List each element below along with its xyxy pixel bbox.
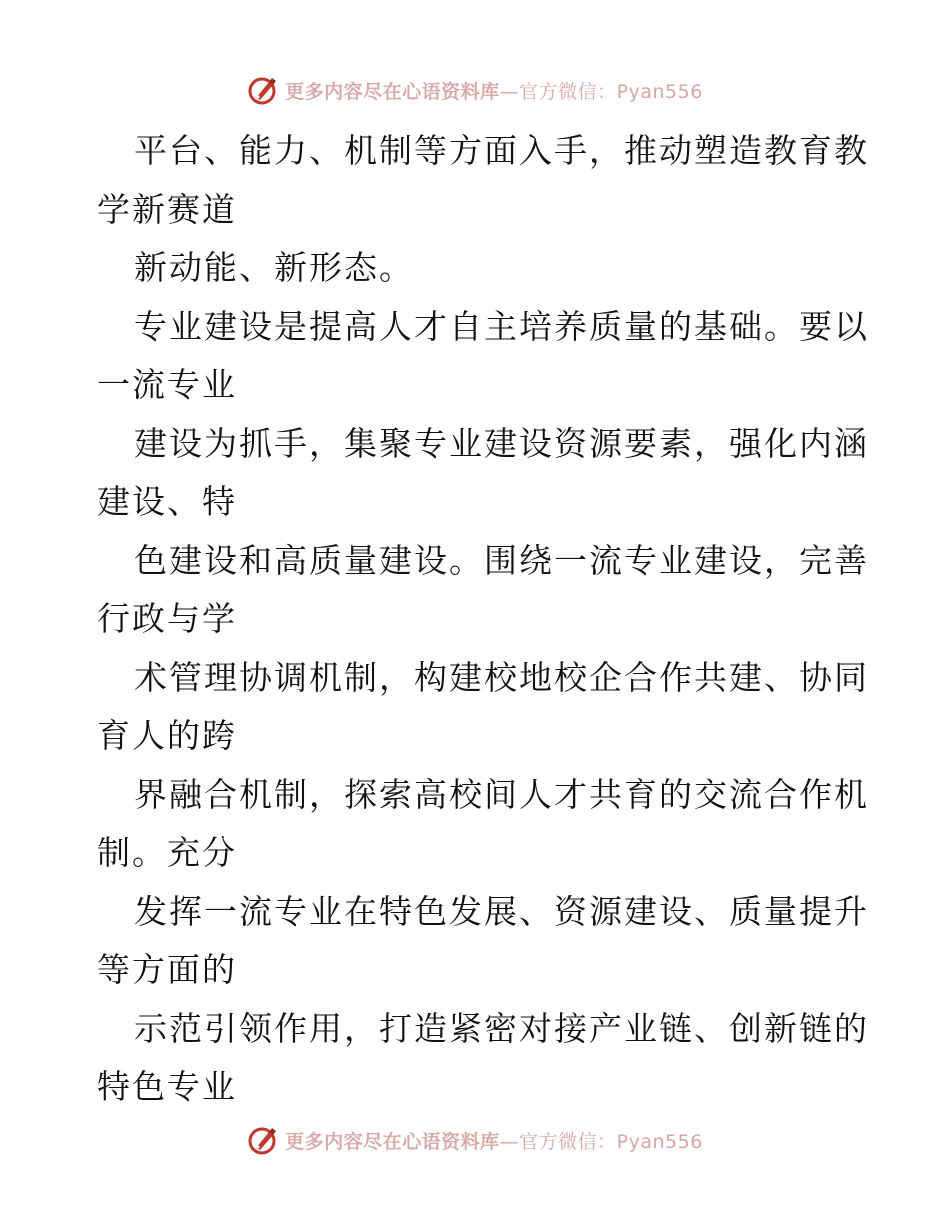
body-line: 一流专业 [97, 365, 237, 404]
body-line: 等方面的 [97, 950, 237, 989]
body-line: 制。充分 [97, 833, 237, 872]
body-line: 学新赛道 [97, 189, 237, 229]
body-line: 新动能、新形态。 [134, 248, 414, 287]
body-line: 行政与学 [97, 599, 237, 638]
footer-banner-main: 更多内容尽在心语资料库 [285, 1130, 500, 1153]
body-line: 术管理协调机制，构建校地校企合作共建、协同 [134, 657, 869, 697]
body-line: 色建设和高质量建设。围绕一流专业建设，完善 [134, 540, 869, 580]
pen-logo-icon [247, 1124, 279, 1156]
header-banner-main: 更多内容尽在心语资料库 [285, 80, 500, 103]
body-line: 育人的跨 [97, 716, 237, 755]
body-line: 特色专业 [97, 1067, 237, 1106]
body-line: 建设为抓手，集聚专业建设资源要素，强化内涵 [134, 423, 869, 463]
header-banner-wechat: —官方微信：Pyan556 [499, 80, 703, 103]
body-line: 平台、能力、机制等方面入手，推动塑造教育教 [134, 131, 869, 170]
body-line: 界融合机制，探索高校间人才共育的交流合作机 [134, 774, 869, 814]
footer-banner-text [285, 1127, 703, 1154]
footer-banner-wechat: —官方微信：Pyan556 [499, 1130, 703, 1153]
body-line: 专业建设是提高人才自主培养质量的基础。要以 [134, 306, 869, 346]
footer-banner [0, 1120, 950, 1160]
body-line: 发挥一流专业在特色发展、资源建设、质量提升 [134, 891, 869, 931]
header-banner [0, 70, 950, 110]
body-line: 建设、特 [97, 482, 237, 521]
document-body [97, 122, 869, 1117]
body-line: 示范引领作用，打造紧密对接产业链、创新链的 [134, 1008, 869, 1048]
pen-logo-icon [247, 74, 279, 106]
header-banner-text [285, 77, 703, 104]
